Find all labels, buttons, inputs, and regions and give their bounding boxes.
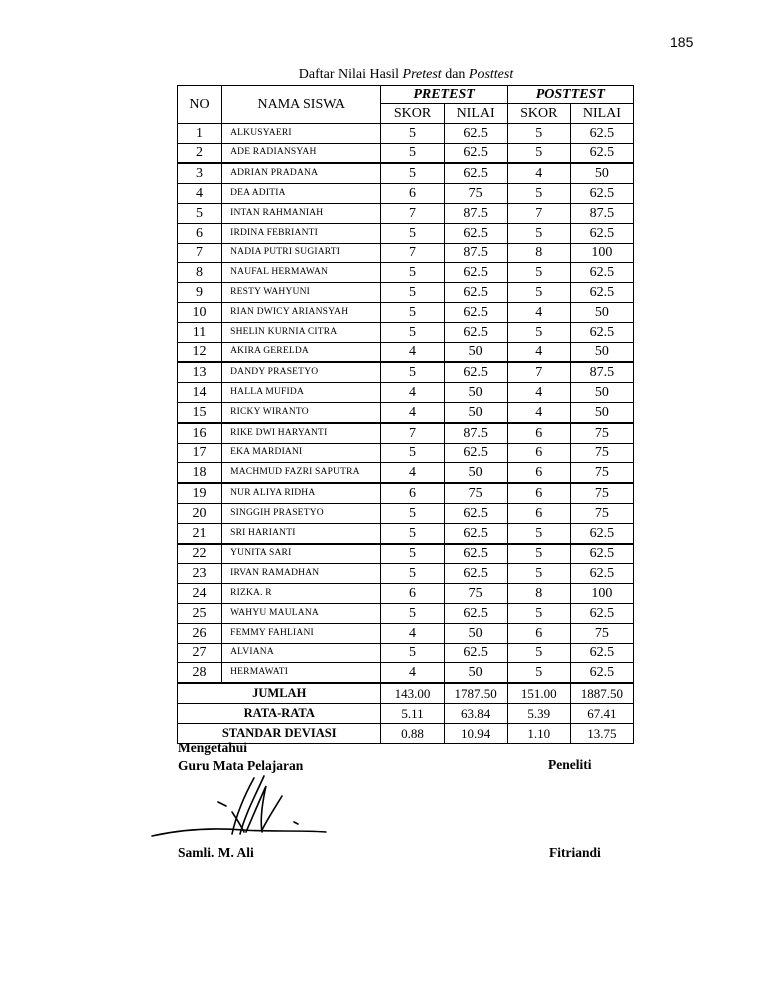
row-pretest-skor: 5 <box>381 544 444 564</box>
row-posttest-nilai: 50 <box>570 383 633 403</box>
row-posttest-skor: 8 <box>507 584 570 604</box>
summary-post-skor: 5.39 <box>507 703 570 723</box>
table-row <box>178 564 634 584</box>
row-no: 7 <box>178 243 222 263</box>
row-posttest-nilai: 100 <box>570 584 633 604</box>
row-no: 11 <box>178 322 222 342</box>
row-posttest-skor: 5 <box>507 143 570 163</box>
row-pretest-skor: 5 <box>381 283 444 303</box>
row-posttest-nilai: 62.5 <box>570 523 633 543</box>
row-pretest-skor: 7 <box>381 423 444 443</box>
row-posttest-skor: 4 <box>507 163 570 183</box>
table-row <box>178 503 634 523</box>
summary-pre-skor: 143.00 <box>381 683 444 703</box>
title-pretest: Pretest <box>402 67 442 82</box>
summary-pre-skor: 5.11 <box>381 703 444 723</box>
row-pretest-skor: 4 <box>381 623 444 643</box>
row-posttest-skor: 4 <box>507 383 570 403</box>
row-name: MACHMUD FAZRI SAPUTRA <box>222 463 381 483</box>
row-pretest-nilai: 62.5 <box>444 223 507 243</box>
row-posttest-skor: 5 <box>507 564 570 584</box>
row-pretest-skor: 6 <box>381 184 444 204</box>
row-posttest-skor: 5 <box>507 643 570 663</box>
summary-pre-nilai: 1787.50 <box>444 683 507 703</box>
row-no: 16 <box>178 423 222 443</box>
row-pretest-nilai: 87.5 <box>444 243 507 263</box>
row-no: 4 <box>178 184 222 204</box>
row-posttest-skor: 5 <box>507 263 570 283</box>
row-posttest-skor: 7 <box>507 362 570 382</box>
row-no: 3 <box>178 163 222 183</box>
row-pretest-nilai: 62.5 <box>444 544 507 564</box>
row-pretest-skor: 5 <box>381 443 444 463</box>
table-row <box>178 544 634 564</box>
row-pretest-skor: 6 <box>381 584 444 604</box>
row-pretest-nilai: 75 <box>444 584 507 604</box>
table-row <box>178 143 634 163</box>
row-no: 2 <box>178 143 222 163</box>
row-posttest-nilai: 75 <box>570 423 633 443</box>
table-row <box>178 243 634 263</box>
table-row <box>178 603 634 623</box>
row-no: 19 <box>178 483 222 503</box>
row-pretest-nilai: 62.5 <box>444 143 507 163</box>
row-name: SINGGIH PRASETYO <box>222 503 381 523</box>
row-pretest-skor: 5 <box>381 263 444 283</box>
row-posttest-nilai: 75 <box>570 503 633 523</box>
row-name: DEA ADITIA <box>222 184 381 204</box>
header-pretest: PRETEST <box>381 86 507 104</box>
header-no: NO <box>178 86 222 124</box>
row-posttest-nilai: 62.5 <box>570 603 633 623</box>
row-no: 12 <box>178 342 222 362</box>
row-pretest-skor: 6 <box>381 483 444 503</box>
row-pretest-skor: 5 <box>381 603 444 623</box>
row-posttest-nilai: 62.5 <box>570 123 633 143</box>
row-posttest-nilai: 62.5 <box>570 643 633 663</box>
row-no: 18 <box>178 463 222 483</box>
row-name: FEMMY FAHLIANI <box>222 623 381 643</box>
header-posttest-nilai: NILAI <box>570 104 633 124</box>
row-pretest-nilai: 50 <box>444 383 507 403</box>
row-no: 20 <box>178 503 222 523</box>
row-name: ALVIANA <box>222 643 381 663</box>
row-pretest-nilai: 62.5 <box>444 503 507 523</box>
table-row <box>178 463 634 483</box>
summary-label: JUMLAH <box>178 683 381 703</box>
row-posttest-nilai: 75 <box>570 463 633 483</box>
row-posttest-nilai: 62.5 <box>570 564 633 584</box>
row-posttest-skor: 6 <box>507 483 570 503</box>
header-pretest-nilai: NILAI <box>444 104 507 124</box>
row-pretest-nilai: 62.5 <box>444 322 507 342</box>
summary-label: RATA-RATA <box>178 703 381 723</box>
row-name: ADE RADIANSYAH <box>222 143 381 163</box>
row-pretest-nilai: 50 <box>444 623 507 643</box>
header-posttest: POSTTEST <box>507 86 633 104</box>
table-row <box>178 623 634 643</box>
row-posttest-skor: 6 <box>507 623 570 643</box>
row-posttest-skor: 4 <box>507 302 570 322</box>
summary-post-skor: 1.10 <box>507 723 570 743</box>
table-row <box>178 203 634 223</box>
row-posttest-skor: 4 <box>507 402 570 422</box>
row-no: 10 <box>178 302 222 322</box>
table-title <box>178 67 634 83</box>
row-posttest-skor: 5 <box>507 223 570 243</box>
table-row <box>178 383 634 403</box>
row-posttest-nilai: 62.5 <box>570 322 633 342</box>
row-pretest-nilai: 50 <box>444 402 507 422</box>
table-row <box>178 342 634 362</box>
row-no: 25 <box>178 603 222 623</box>
header-posttest-skor: SKOR <box>507 104 570 124</box>
row-posttest-nilai: 75 <box>570 443 633 463</box>
row-name: RICKY WIRANTO <box>222 402 381 422</box>
title-middle: dan <box>441 67 469 82</box>
row-posttest-skor: 6 <box>507 503 570 523</box>
summary-pre-nilai: 63.84 <box>444 703 507 723</box>
header-nama-siswa: NAMA SISWA <box>222 86 381 124</box>
peneliti-label: Peneliti <box>548 757 592 772</box>
row-posttest-skor: 8 <box>507 243 570 263</box>
row-no: 17 <box>178 443 222 463</box>
row-pretest-nilai: 50 <box>444 463 507 483</box>
row-posttest-skor: 5 <box>507 322 570 342</box>
row-pretest-skor: 7 <box>381 243 444 263</box>
row-posttest-nilai: 75 <box>570 483 633 503</box>
row-pretest-skor: 5 <box>381 643 444 663</box>
row-name: NADIA PUTRI SUGIARTI <box>222 243 381 263</box>
row-posttest-nilai: 50 <box>570 302 633 322</box>
row-name: IRVAN RAMADHAN <box>222 564 381 584</box>
row-no: 24 <box>178 584 222 604</box>
row-name: EKA MARDIANI <box>222 443 381 463</box>
row-pretest-skor: 4 <box>381 663 444 683</box>
row-pretest-nilai: 62.5 <box>444 123 507 143</box>
row-posttest-skor: 5 <box>507 283 570 303</box>
mengetahui-label: Mengetahui <box>178 740 247 755</box>
summary-post-nilai: 1887.50 <box>570 683 633 703</box>
row-pretest-nilai: 50 <box>444 663 507 683</box>
row-no: 28 <box>178 663 222 683</box>
row-name: RIZKA. R <box>222 584 381 604</box>
table-row <box>178 184 634 204</box>
row-pretest-skor: 7 <box>381 203 444 223</box>
row-no: 27 <box>178 643 222 663</box>
row-no: 1 <box>178 123 222 143</box>
row-pretest-nilai: 62.5 <box>444 603 507 623</box>
table-row <box>178 443 634 463</box>
row-no: 21 <box>178 523 222 543</box>
page-number: 185 <box>670 34 694 50</box>
row-name: ALKUSYAERI <box>222 123 381 143</box>
table-row <box>178 362 634 382</box>
row-name: YUNITA SARI <box>222 544 381 564</box>
row-pretest-skor: 5 <box>381 503 444 523</box>
row-no: 23 <box>178 564 222 584</box>
row-posttest-nilai: 62.5 <box>570 263 633 283</box>
row-posttest-nilai: 100 <box>570 243 633 263</box>
row-no: 8 <box>178 263 222 283</box>
row-name: INTAN RAHMANIAH <box>222 203 381 223</box>
guru-label: Guru Mata Pelajaran <box>178 758 304 773</box>
table-row <box>178 163 634 183</box>
row-pretest-nilai: 62.5 <box>444 163 507 183</box>
summary-post-nilai: 67.41 <box>570 703 633 723</box>
summary-post-skor: 151.00 <box>507 683 570 703</box>
row-pretest-nilai: 62.5 <box>444 302 507 322</box>
summary-pre-nilai: 10.94 <box>444 723 507 743</box>
table-row <box>178 322 634 342</box>
row-posttest-skor: 5 <box>507 523 570 543</box>
row-pretest-skor: 4 <box>381 402 444 422</box>
row-posttest-nilai: 50 <box>570 342 633 362</box>
table-row <box>178 483 634 503</box>
row-posttest-nilai: 75 <box>570 623 633 643</box>
summary-row <box>178 703 634 723</box>
row-name: IRDINA FEBRIANTI <box>222 223 381 243</box>
table-row <box>178 123 634 143</box>
row-name: HALLA MUFIDA <box>222 383 381 403</box>
row-pretest-nilai: 50 <box>444 342 507 362</box>
table-row <box>178 584 634 604</box>
row-posttest-nilai: 62.5 <box>570 544 633 564</box>
row-pretest-nilai: 87.5 <box>444 423 507 443</box>
row-pretest-nilai: 75 <box>444 483 507 503</box>
row-pretest-skor: 5 <box>381 302 444 322</box>
row-posttest-nilai: 62.5 <box>570 143 633 163</box>
row-posttest-skor: 7 <box>507 203 570 223</box>
table-row <box>178 402 634 422</box>
row-name: RIAN DWICY ARIANSYAH <box>222 302 381 322</box>
row-posttest-nilai: 62.5 <box>570 283 633 303</box>
row-pretest-skor: 5 <box>381 523 444 543</box>
row-name: SHELIN KURNIA CITRA <box>222 322 381 342</box>
row-posttest-nilai: 87.5 <box>570 362 633 382</box>
row-posttest-nilai: 62.5 <box>570 663 633 683</box>
row-pretest-nilai: 62.5 <box>444 643 507 663</box>
row-pretest-nilai: 62.5 <box>444 283 507 303</box>
row-posttest-nilai: 62.5 <box>570 184 633 204</box>
title-posttest: Posttest <box>468 67 514 82</box>
row-name: AKIRA GERELDA <box>222 342 381 362</box>
row-posttest-skor: 4 <box>507 342 570 362</box>
row-posttest-skor: 5 <box>507 603 570 623</box>
row-name: NUR ALIYA RIDHA <box>222 483 381 503</box>
row-posttest-nilai: 62.5 <box>570 223 633 243</box>
row-pretest-skor: 5 <box>381 322 444 342</box>
title-prefix: Daftar Nilai Hasil <box>298 67 403 82</box>
row-pretest-skor: 5 <box>381 362 444 382</box>
row-pretest-nilai: 62.5 <box>444 564 507 584</box>
summary-pre-skor: 0.88 <box>381 723 444 743</box>
table-row <box>178 663 634 683</box>
row-posttest-nilai: 87.5 <box>570 203 633 223</box>
row-posttest-skor: 6 <box>507 463 570 483</box>
row-pretest-nilai: 87.5 <box>444 203 507 223</box>
row-pretest-skor: 5 <box>381 223 444 243</box>
row-name: HERMAWATI <box>222 663 381 683</box>
row-name: RESTY WAHYUNI <box>222 283 381 303</box>
row-pretest-skor: 5 <box>381 564 444 584</box>
summary-row <box>178 683 634 703</box>
row-no: 9 <box>178 283 222 303</box>
row-pretest-skor: 4 <box>381 463 444 483</box>
row-posttest-skor: 5 <box>507 663 570 683</box>
row-no: 26 <box>178 623 222 643</box>
summary-post-nilai: 13.75 <box>570 723 633 743</box>
table-row <box>178 523 634 543</box>
row-posttest-skor: 5 <box>507 544 570 564</box>
signature-left-block <box>178 740 303 776</box>
summary-rows <box>178 683 634 743</box>
row-pretest-nilai: 62.5 <box>444 443 507 463</box>
row-no: 14 <box>178 383 222 403</box>
row-posttest-nilai: 50 <box>570 163 633 183</box>
peneliti-name: Fitriandi <box>549 845 601 860</box>
row-pretest-nilai: 62.5 <box>444 523 507 543</box>
score-table <box>177 85 634 744</box>
row-name: NAUFAL HERMAWAN <box>222 263 381 283</box>
row-pretest-skor: 5 <box>381 123 444 143</box>
row-name: RIKE DWI HARYANTI <box>222 423 381 443</box>
table-row <box>178 283 634 303</box>
row-pretest-skor: 5 <box>381 163 444 183</box>
row-no: 22 <box>178 544 222 564</box>
row-pretest-skor: 4 <box>381 342 444 362</box>
row-no: 5 <box>178 203 222 223</box>
row-pretest-nilai: 62.5 <box>444 362 507 382</box>
row-pretest-nilai: 62.5 <box>444 263 507 283</box>
summary-label: STANDAR DEVIASI <box>178 723 381 743</box>
table-row <box>178 643 634 663</box>
row-no: 13 <box>178 362 222 382</box>
guru-name: Samli. M. Ali <box>178 845 254 860</box>
row-no: 6 <box>178 223 222 243</box>
row-posttest-skor: 5 <box>507 123 570 143</box>
table-row <box>178 423 634 443</box>
row-name: DANDY PRASETYO <box>222 362 381 382</box>
header-pretest-skor: SKOR <box>381 104 444 124</box>
student-rows <box>178 123 634 683</box>
row-no: 15 <box>178 402 222 422</box>
table-row <box>178 223 634 243</box>
row-pretest-nilai: 75 <box>444 184 507 204</box>
table-row <box>178 263 634 283</box>
row-pretest-skor: 5 <box>381 143 444 163</box>
row-name: SRI HARIANTI <box>222 523 381 543</box>
row-name: ADRIAN PRADANA <box>222 163 381 183</box>
table-row <box>178 302 634 322</box>
row-name: WAHYU MAULANA <box>222 603 381 623</box>
row-posttest-skor: 5 <box>507 184 570 204</box>
row-posttest-skor: 6 <box>507 443 570 463</box>
row-pretest-skor: 4 <box>381 383 444 403</box>
row-posttest-nilai: 50 <box>570 402 633 422</box>
row-posttest-skor: 6 <box>507 423 570 443</box>
